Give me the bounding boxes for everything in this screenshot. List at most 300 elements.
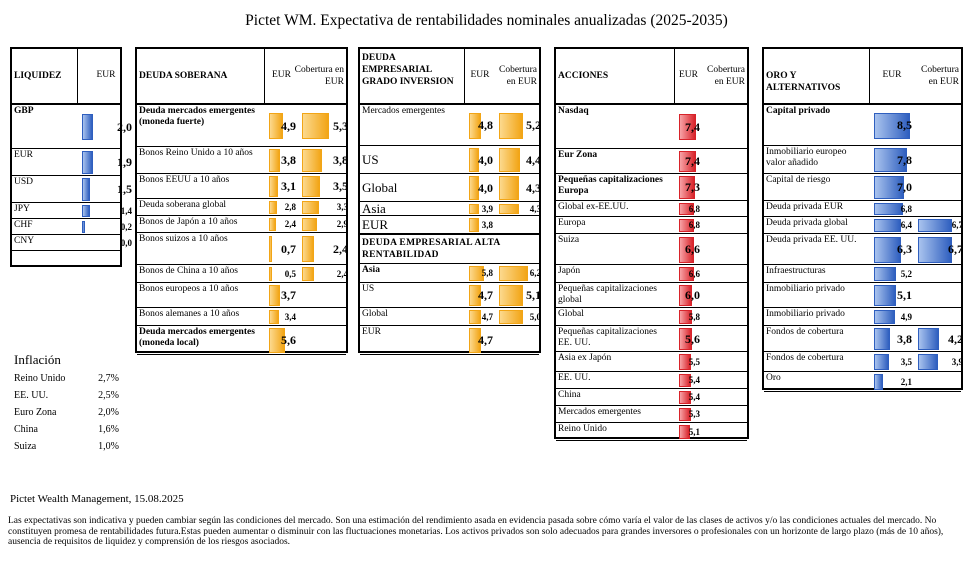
eur-value: 0,5 — [284, 268, 296, 279]
coverage-cell — [298, 105, 350, 147]
eur-cell — [870, 234, 914, 265]
panel-title: ACCIONES — [558, 71, 609, 81]
eur-cell — [78, 235, 134, 251]
eur-cell — [870, 283, 914, 308]
table-row — [764, 352, 961, 372]
coverage-header: Cobertura en EUR — [707, 65, 745, 87]
table-row — [556, 217, 747, 234]
table-row — [360, 308, 539, 326]
table-row — [12, 235, 132, 251]
eur-bar — [874, 285, 896, 306]
row-label: Bonos de China a 10 años — [139, 266, 238, 276]
coverage-value: 5,1 — [526, 288, 541, 302]
row-label: Bonos suizos a 10 años — [139, 234, 228, 244]
row-label: EE. UU. — [558, 373, 591, 383]
eur-cell — [675, 201, 702, 217]
row-label: US — [362, 152, 379, 167]
eur-header: EUR — [882, 70, 902, 80]
eur-value: 5,4 — [688, 375, 700, 385]
panel-header — [137, 49, 346, 105]
eur-bar — [269, 285, 280, 306]
eur-cell — [870, 265, 914, 283]
coverage-bar — [499, 285, 523, 306]
eur-value: 3,4 — [284, 311, 296, 322]
table-row — [360, 202, 539, 216]
eur-cell — [675, 105, 702, 149]
row-label: EUR — [14, 150, 33, 160]
row-label: Bonos EEUU a 10 años — [139, 175, 230, 185]
coverage-value: 3,9 — [951, 356, 963, 367]
coverage-cell — [495, 146, 543, 174]
eur-value: 7,8 — [897, 152, 912, 167]
row-label: Oro — [766, 373, 781, 383]
row-label: Bonos europeos a 10 años — [139, 284, 239, 294]
row-label: Bonos alemanes a 10 años — [139, 309, 240, 319]
panel-header — [556, 49, 747, 105]
eur-cell — [465, 174, 495, 202]
eur-value: 0,7 — [281, 241, 296, 256]
eur-bar — [874, 203, 903, 215]
eur-header: EUR — [96, 70, 116, 80]
table-row — [137, 199, 346, 216]
coverage-bar — [499, 310, 523, 324]
eur-header: EUR — [470, 70, 490, 80]
eur-value: 4,7 — [478, 288, 493, 302]
row-label: Deuda privada EUR — [766, 202, 844, 212]
coverage-cell — [914, 326, 965, 352]
eur-value: 4,0 — [478, 180, 493, 195]
eur-value: 5,3 — [688, 409, 700, 419]
inflation-row: Suiza 1,0% — [14, 441, 119, 452]
table-row — [137, 265, 346, 283]
eur-cell — [675, 217, 702, 234]
row-label: Bonos Reino Unido a 10 años — [139, 148, 253, 158]
eur-bar — [874, 328, 890, 350]
eur-bar — [269, 201, 277, 214]
eur-cell — [675, 372, 702, 389]
coverage-bar — [918, 328, 939, 350]
table-row — [556, 201, 747, 217]
eur-bar — [269, 267, 272, 281]
eur-value: 6,8 — [900, 203, 912, 214]
table-row — [556, 326, 747, 352]
eur-cell — [675, 308, 702, 326]
table-row — [556, 423, 747, 441]
eur-value: 5,4 — [688, 392, 700, 402]
coverage-cell — [298, 216, 350, 233]
row-label: EUR — [362, 217, 388, 232]
coverage-value: 4,2 — [948, 331, 963, 346]
table-row — [764, 265, 961, 283]
inflation-row: Reino Unido 2,7% — [14, 373, 119, 384]
eur-cell — [265, 216, 298, 233]
row-label: Bonos de Japón a 10 años — [139, 217, 238, 227]
eur-bar — [874, 354, 889, 370]
panel-acciones — [554, 47, 749, 439]
coverage-cell — [495, 105, 543, 146]
table-row — [556, 308, 747, 326]
row-label: EUR — [362, 327, 381, 337]
row-label: Pequeñas capitalizaciones EE. UU. — [558, 327, 657, 348]
eur-value: 5,2 — [900, 268, 912, 279]
eur-cell — [465, 105, 495, 146]
coverage-bar — [499, 176, 519, 200]
panel-header — [360, 49, 539, 105]
table-row — [556, 372, 747, 389]
eur-bar — [82, 221, 85, 233]
eur-cell — [265, 199, 298, 216]
eur-value: 4,0 — [478, 152, 493, 167]
eur-cell — [870, 352, 914, 372]
column-divider — [77, 49, 78, 105]
eur-cell — [265, 283, 298, 308]
eur-value: 4,8 — [478, 118, 493, 132]
coverage-cell — [298, 233, 350, 265]
eur-cell — [675, 149, 702, 174]
coverage-value: 5,2 — [526, 118, 541, 132]
coverage-value: 6,7 — [948, 242, 963, 256]
eur-cell — [265, 233, 298, 265]
panel-soberana — [135, 47, 348, 353]
eur-cell — [465, 308, 495, 326]
panel-liquidez — [10, 47, 132, 267]
coverage-cell — [914, 234, 965, 265]
chart-title: Pictet WM. Expectativa de rentabilidades nominales anualizadas (2025-2035) — [245, 12, 728, 29]
coverage-cell — [495, 264, 543, 283]
eur-cell — [265, 308, 298, 326]
eur-value: 5,1 — [897, 288, 912, 302]
eur-bar — [469, 218, 479, 232]
eur-cell — [78, 219, 134, 235]
coverage-value: 6,7 — [951, 220, 963, 230]
coverage-bar — [302, 201, 319, 214]
eur-bar — [82, 205, 90, 217]
eur-value: 1,5 — [117, 182, 132, 196]
eur-bar — [874, 374, 883, 390]
panel-title: ORO Y ALTERNATIVOS — [766, 71, 841, 93]
eur-cell — [870, 105, 914, 146]
eur-cell — [465, 216, 495, 234]
coverage-bar — [302, 218, 317, 231]
row-label: Reino Unido — [558, 424, 607, 434]
row-label: Fondos de cobertura — [766, 327, 844, 337]
eur-cell — [870, 146, 914, 174]
eur-value: 1,4 — [120, 205, 132, 216]
panel-title: DEUDA EMPRESARIAL GRADO INVERSION — [362, 53, 454, 87]
eur-value: 5,6 — [685, 331, 700, 346]
table-row — [360, 146, 539, 174]
table-row — [360, 216, 539, 234]
row-label: Mercados emergentes — [362, 106, 445, 116]
eur-value: 2,8 — [284, 202, 296, 212]
coverage-value: 2,4 — [336, 268, 348, 279]
coverage-bar — [499, 266, 528, 281]
row-label: Asia — [362, 265, 380, 275]
eur-bar — [269, 236, 272, 262]
row-label: Europa — [558, 218, 586, 228]
eur-value: 4,7 — [478, 333, 493, 347]
eur-value: 0,2 — [120, 221, 132, 232]
eur-cell — [465, 283, 495, 308]
coverage-cell — [298, 199, 350, 216]
row-label: US — [362, 284, 375, 294]
coverage-cell — [914, 217, 965, 234]
eur-value: 4,9 — [900, 311, 912, 322]
coverage-value: 4,3 — [526, 180, 541, 195]
eur-value: 2,4 — [284, 219, 296, 229]
row-label: Inmobiliario europeo valor añadido — [766, 147, 847, 168]
eur-cell — [870, 174, 914, 201]
eur-value: 3,5 — [900, 356, 912, 367]
row-label: Asia ex Japón — [558, 353, 612, 363]
row-label: Deuda privada global — [766, 218, 848, 228]
table-row — [12, 149, 132, 176]
eur-value: 6,0 — [685, 288, 700, 302]
eur-value: 5,1 — [688, 426, 700, 437]
eur-cell — [675, 406, 702, 423]
eur-value: 3,7 — [281, 288, 296, 302]
coverage-bar — [918, 354, 938, 370]
coverage-value: 2,9 — [336, 219, 348, 229]
eur-value: 2,1 — [900, 376, 912, 387]
eur-bar — [469, 204, 479, 214]
table-row — [764, 146, 961, 174]
table-row — [137, 216, 346, 233]
eur-cell — [465, 146, 495, 174]
table-row — [764, 174, 961, 201]
coverage-header: Cobertura en EUR — [499, 65, 537, 87]
row-label: Infraestructuras — [766, 266, 826, 276]
table-row — [556, 389, 747, 406]
eur-cell — [675, 389, 702, 406]
row-label: Global ex-EE.UU. — [558, 202, 629, 212]
coverage-value: 3,3 — [336, 202, 348, 212]
eur-bar — [269, 218, 276, 231]
row-label: Global — [362, 309, 388, 319]
row-label: Pequeñas capitalizaciones Europa — [558, 175, 663, 196]
table-row — [137, 147, 346, 174]
row-label: Nasdaq — [558, 106, 589, 116]
eur-cell — [675, 283, 702, 308]
eur-value: 6,8 — [688, 203, 700, 214]
row-label: Global — [558, 309, 584, 319]
eur-cell — [78, 176, 134, 203]
coverage-bar — [499, 148, 520, 172]
eur-value: 2,0 — [117, 119, 132, 134]
eur-cell — [870, 201, 914, 217]
panel-header — [12, 49, 120, 105]
row-label: Asia — [362, 201, 386, 216]
disclaimer: Las expectativas son indicativa y pueden cambiar según las condiciones del mercado. Son una estimación del rendimiento asada en evidencia pasada sobre cómo varía el valor de las clases de activos y/o las condiciones actuales del mercado. No constituyen promesa de rentabilidades futura.Estas pueden aumentar o disminuir con las fluctuaciones monetarias. Los activos privados son solo adecuados para grandes inversores o profesionales con un horizonte de largo plazo (más de 10 años), ausencia de requisitos de liquidez y comprensión de los riesgos asociados. — [8, 516, 944, 547]
eur-cell — [265, 105, 298, 147]
table-row — [764, 234, 961, 265]
section-header — [360, 234, 539, 264]
eur-cell — [78, 105, 134, 149]
eur-bar — [82, 151, 93, 174]
table-row — [764, 372, 961, 392]
eur-value: 3,8 — [481, 219, 493, 230]
coverage-cell — [298, 265, 350, 283]
row-label: JPY — [14, 204, 30, 214]
eur-cell — [78, 149, 134, 176]
table-row — [764, 201, 961, 217]
eur-bar — [82, 178, 90, 201]
eur-cell — [265, 265, 298, 283]
coverage-value: 5,3 — [333, 118, 348, 133]
row-label: Suiza — [558, 235, 580, 245]
column-divider — [674, 49, 675, 105]
eur-value: 6,8 — [688, 220, 700, 230]
coverage-bar — [302, 267, 314, 281]
coverage-cell — [298, 174, 350, 199]
table-row — [12, 105, 132, 149]
table-row — [137, 233, 346, 265]
eur-header: EUR — [679, 70, 698, 80]
eur-cell — [465, 264, 495, 283]
coverage-value: 4,4 — [526, 152, 541, 167]
row-label: USD — [14, 177, 34, 187]
coverage-cell — [495, 283, 543, 308]
panel-oro — [762, 47, 963, 390]
table-row — [137, 326, 346, 355]
row-label: GBP — [14, 106, 34, 116]
coverage-cell — [495, 174, 543, 202]
eur-value: 8,5 — [897, 118, 912, 132]
table-row — [360, 174, 539, 202]
table-row — [137, 283, 346, 308]
table-row — [137, 308, 346, 326]
row-label: CNY — [14, 236, 35, 246]
inflation-title: Inflación — [14, 352, 61, 367]
table-row — [556, 283, 747, 308]
row-label: Deuda soberana global — [139, 200, 227, 210]
row-label: Deuda mercados emergentes (moneda local) — [139, 327, 255, 348]
section-title: DEUDA EMPRESARIAL ALTA RENTABILIDAD — [362, 238, 501, 260]
row-label: Global — [362, 180, 398, 195]
coverage-bar — [302, 113, 329, 139]
eur-cell — [870, 326, 914, 352]
row-label: Capital privado — [766, 106, 831, 116]
eur-cell — [265, 147, 298, 174]
eur-value: 3,8 — [281, 153, 296, 167]
eur-value: 5,5 — [688, 356, 700, 367]
eur-value: 6,4 — [900, 220, 912, 230]
table-row — [556, 105, 747, 149]
table-row — [360, 326, 539, 355]
coverage-value: 3,5 — [333, 179, 348, 193]
eur-cell — [675, 326, 702, 352]
row-label: Capital de riesgo — [766, 175, 831, 185]
table-row — [360, 105, 539, 146]
panel-title: LIQUIDEZ — [14, 71, 62, 81]
eur-cell — [675, 174, 702, 201]
row-label: China — [558, 390, 581, 400]
eur-value: 6,6 — [688, 268, 700, 279]
table-row — [12, 176, 132, 203]
eur-cell — [675, 423, 702, 441]
inflation-row: Euro Zona 2,0% — [14, 407, 119, 418]
table-row — [556, 406, 747, 423]
row-label: Deuda privada EE. UU. — [766, 235, 857, 245]
eur-cell — [465, 326, 495, 355]
eur-cell — [675, 234, 702, 265]
eur-cell — [870, 217, 914, 234]
table-row — [556, 352, 747, 372]
eur-value: 4,7 — [481, 311, 493, 322]
coverage-value: 3,8 — [333, 153, 348, 167]
table-row — [12, 203, 132, 219]
table-row — [137, 105, 346, 147]
coverage-value: 6,2 — [529, 268, 541, 278]
coverage-bar — [499, 204, 519, 214]
table-row — [556, 174, 747, 201]
table-row — [764, 105, 961, 146]
table-row — [764, 326, 961, 352]
table-row — [764, 308, 961, 326]
coverage-cell — [495, 202, 543, 216]
table-row — [137, 174, 346, 199]
eur-bar — [874, 219, 901, 232]
eur-value: 6,3 — [897, 242, 912, 256]
source-note: Pictet Wealth Management, 15.08.2025 — [10, 493, 184, 505]
eur-cell — [78, 203, 134, 219]
coverage-cell — [914, 352, 965, 372]
panel-header — [764, 49, 961, 105]
row-label: CHF — [14, 220, 33, 230]
row-label: Pequeñas capitalizaciones global — [558, 284, 657, 305]
eur-bar — [874, 310, 895, 324]
inflation-row: EE. UU. 2,5% — [14, 390, 119, 401]
column-divider — [869, 49, 870, 105]
eur-value: 7,4 — [685, 119, 700, 134]
table-row — [556, 265, 747, 283]
eur-value: 3,1 — [281, 179, 296, 193]
table-row — [12, 219, 132, 235]
eur-bar — [874, 267, 896, 281]
eur-bar — [269, 149, 280, 172]
coverage-bar — [302, 149, 322, 172]
eur-value: 0,0 — [120, 237, 132, 248]
eur-cell — [870, 372, 914, 392]
eur-bar — [269, 176, 278, 197]
coverage-value: 2,4 — [333, 241, 348, 256]
coverage-bar — [302, 176, 320, 197]
panel-title: DEUDA SOBERANA — [139, 71, 228, 81]
eur-bar — [469, 310, 481, 324]
coverage-header: Cobertura en EUR — [294, 65, 344, 87]
eur-value: 3,8 — [897, 331, 912, 346]
eur-value: 1,9 — [117, 155, 132, 169]
table-row — [764, 283, 961, 308]
coverage-bar — [918, 219, 952, 232]
eur-value: 6,6 — [685, 242, 700, 256]
coverage-cell — [495, 308, 543, 326]
inflation-row: China 1,6% — [14, 424, 119, 435]
coverage-bar — [302, 236, 314, 262]
eur-value: 7,0 — [897, 180, 912, 194]
coverage-value: 5,0 — [529, 311, 541, 322]
table-row — [360, 283, 539, 308]
coverage-header: Cobertura en EUR — [921, 65, 959, 87]
eur-cell — [675, 352, 702, 372]
column-divider — [464, 49, 465, 105]
table-row — [764, 217, 961, 234]
coverage-cell — [298, 147, 350, 174]
eur-cell — [265, 326, 298, 355]
eur-value: 5,8 — [688, 311, 700, 322]
eur-cell — [870, 308, 914, 326]
eur-bar — [82, 114, 93, 140]
